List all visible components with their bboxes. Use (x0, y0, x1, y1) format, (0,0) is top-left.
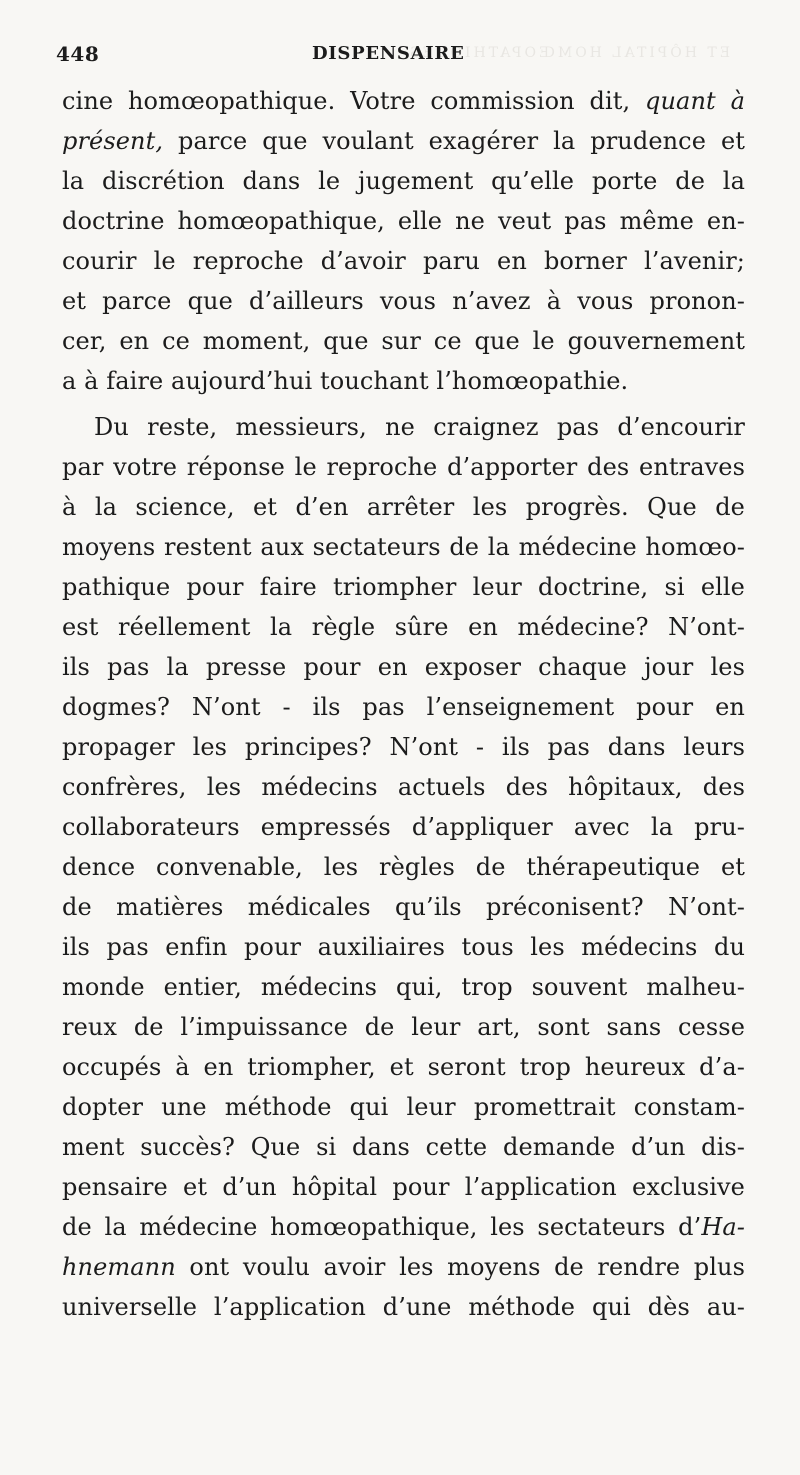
text-line-31: universelle l’application d’une méthode qui dès au- (62, 1293, 745, 1321)
text-line-21: de matières médicales qu’ils préconisent? N’ont- (62, 893, 745, 921)
text-line-27: ment succès? Que si dans cette demande d’un dis- (62, 1133, 745, 1161)
text-line-24: reux de l’impuissance de leur art, sont sans cesse (62, 1013, 745, 1041)
text-line-25: occupés à en triompher, et seront trop heureux d’a- (62, 1053, 745, 1081)
text-line-23: monde entier, médecins qui, trop souvent malheu- (62, 973, 745, 1001)
page-number: 448 (56, 42, 100, 66)
text-line-2 (62, 121, 745, 161)
text-line-29 (62, 1207, 745, 1247)
text-line-17: propager les principes? N’ont - ils pas dans leurs (62, 733, 745, 761)
text-line-10: par votre réponse le reproche d’apporter des entraves (62, 453, 745, 481)
text-line-15: ils pas la presse pour en exposer chaque jour les (62, 653, 745, 681)
text-line-4: doctrine homœopathique, elle ne veut pas même en- (62, 207, 745, 235)
text-line-5: courir le reproche d’avoir paru en borner l’avenir; (62, 247, 745, 275)
text-line-7: cer, en ce moment, que sur ce que le gouvernement (62, 327, 745, 355)
text-line-20: dence convenable, les règles de thérapeutique et (62, 853, 745, 881)
text-line-11: à la science, et d’en arrêter les progrès. Que de (62, 493, 745, 521)
text-line-8: a à faire aujourd’hui touchant l’homœopathie. (62, 367, 629, 395)
italic-phrase-quant: quant à (645, 87, 745, 115)
text-line-13: pathique pour faire triompher leur doctrine, si elle (62, 573, 745, 601)
text-line-29-main: de la médecine homœopathique, les sectateurs d’ (62, 1213, 702, 1241)
text-line-1 (62, 81, 745, 121)
text-line-6: et parce que d’ailleurs vous n’avez à vous pronon- (62, 287, 745, 315)
italic-name-hahnemann-end: hnemann (62, 1253, 176, 1281)
paragraph-start-line: Du reste, messieurs, ne craignez pas d’encourir (94, 413, 745, 441)
italic-name-hahnemann-start: Ha- (701, 1213, 745, 1241)
text-line-19: collaborateurs empressés d’appliquer avec la pru- (62, 813, 745, 841)
running-title: DISPENSAIRE (312, 43, 465, 64)
text-line-26: dopter une méthode qui leur promettrait constam- (62, 1093, 745, 1121)
text-line-2-continuation: parce que voulant exagérer la prudence et (178, 127, 746, 155)
text-line-12: moyens restent aux sectateurs de la médecine homœo- (62, 533, 745, 561)
text-line-30-continuation: ont voulu avoir les moyens de rendre plus (189, 1253, 745, 1281)
text-line-18: confrères, les médecins actuels des hôpitaux, des (62, 773, 745, 801)
text-line-30 (62, 1247, 745, 1287)
text-line-14: est réellement la règle sûre en médecine? N’ont- (62, 613, 745, 641)
text-line-28: pensaire et d’un hôpital pour l’application exclusive (62, 1173, 745, 1201)
bleed-through-text: ET HÔPITAL HOMŒOPATHIQUES (406, 45, 730, 61)
text-line-1-main: cine homœopathique. Votre commission dit, (62, 87, 631, 115)
text-line-22: ils pas enfin pour auxiliaires tous les médecins du (62, 933, 745, 961)
text-line-16: dogmes? N’ont - ils pas l’enseignement pour en (62, 693, 745, 721)
text-line-3: la discrétion dans le jugement qu’elle porte de la (62, 167, 745, 195)
italic-word-present: présent, (62, 127, 164, 155)
